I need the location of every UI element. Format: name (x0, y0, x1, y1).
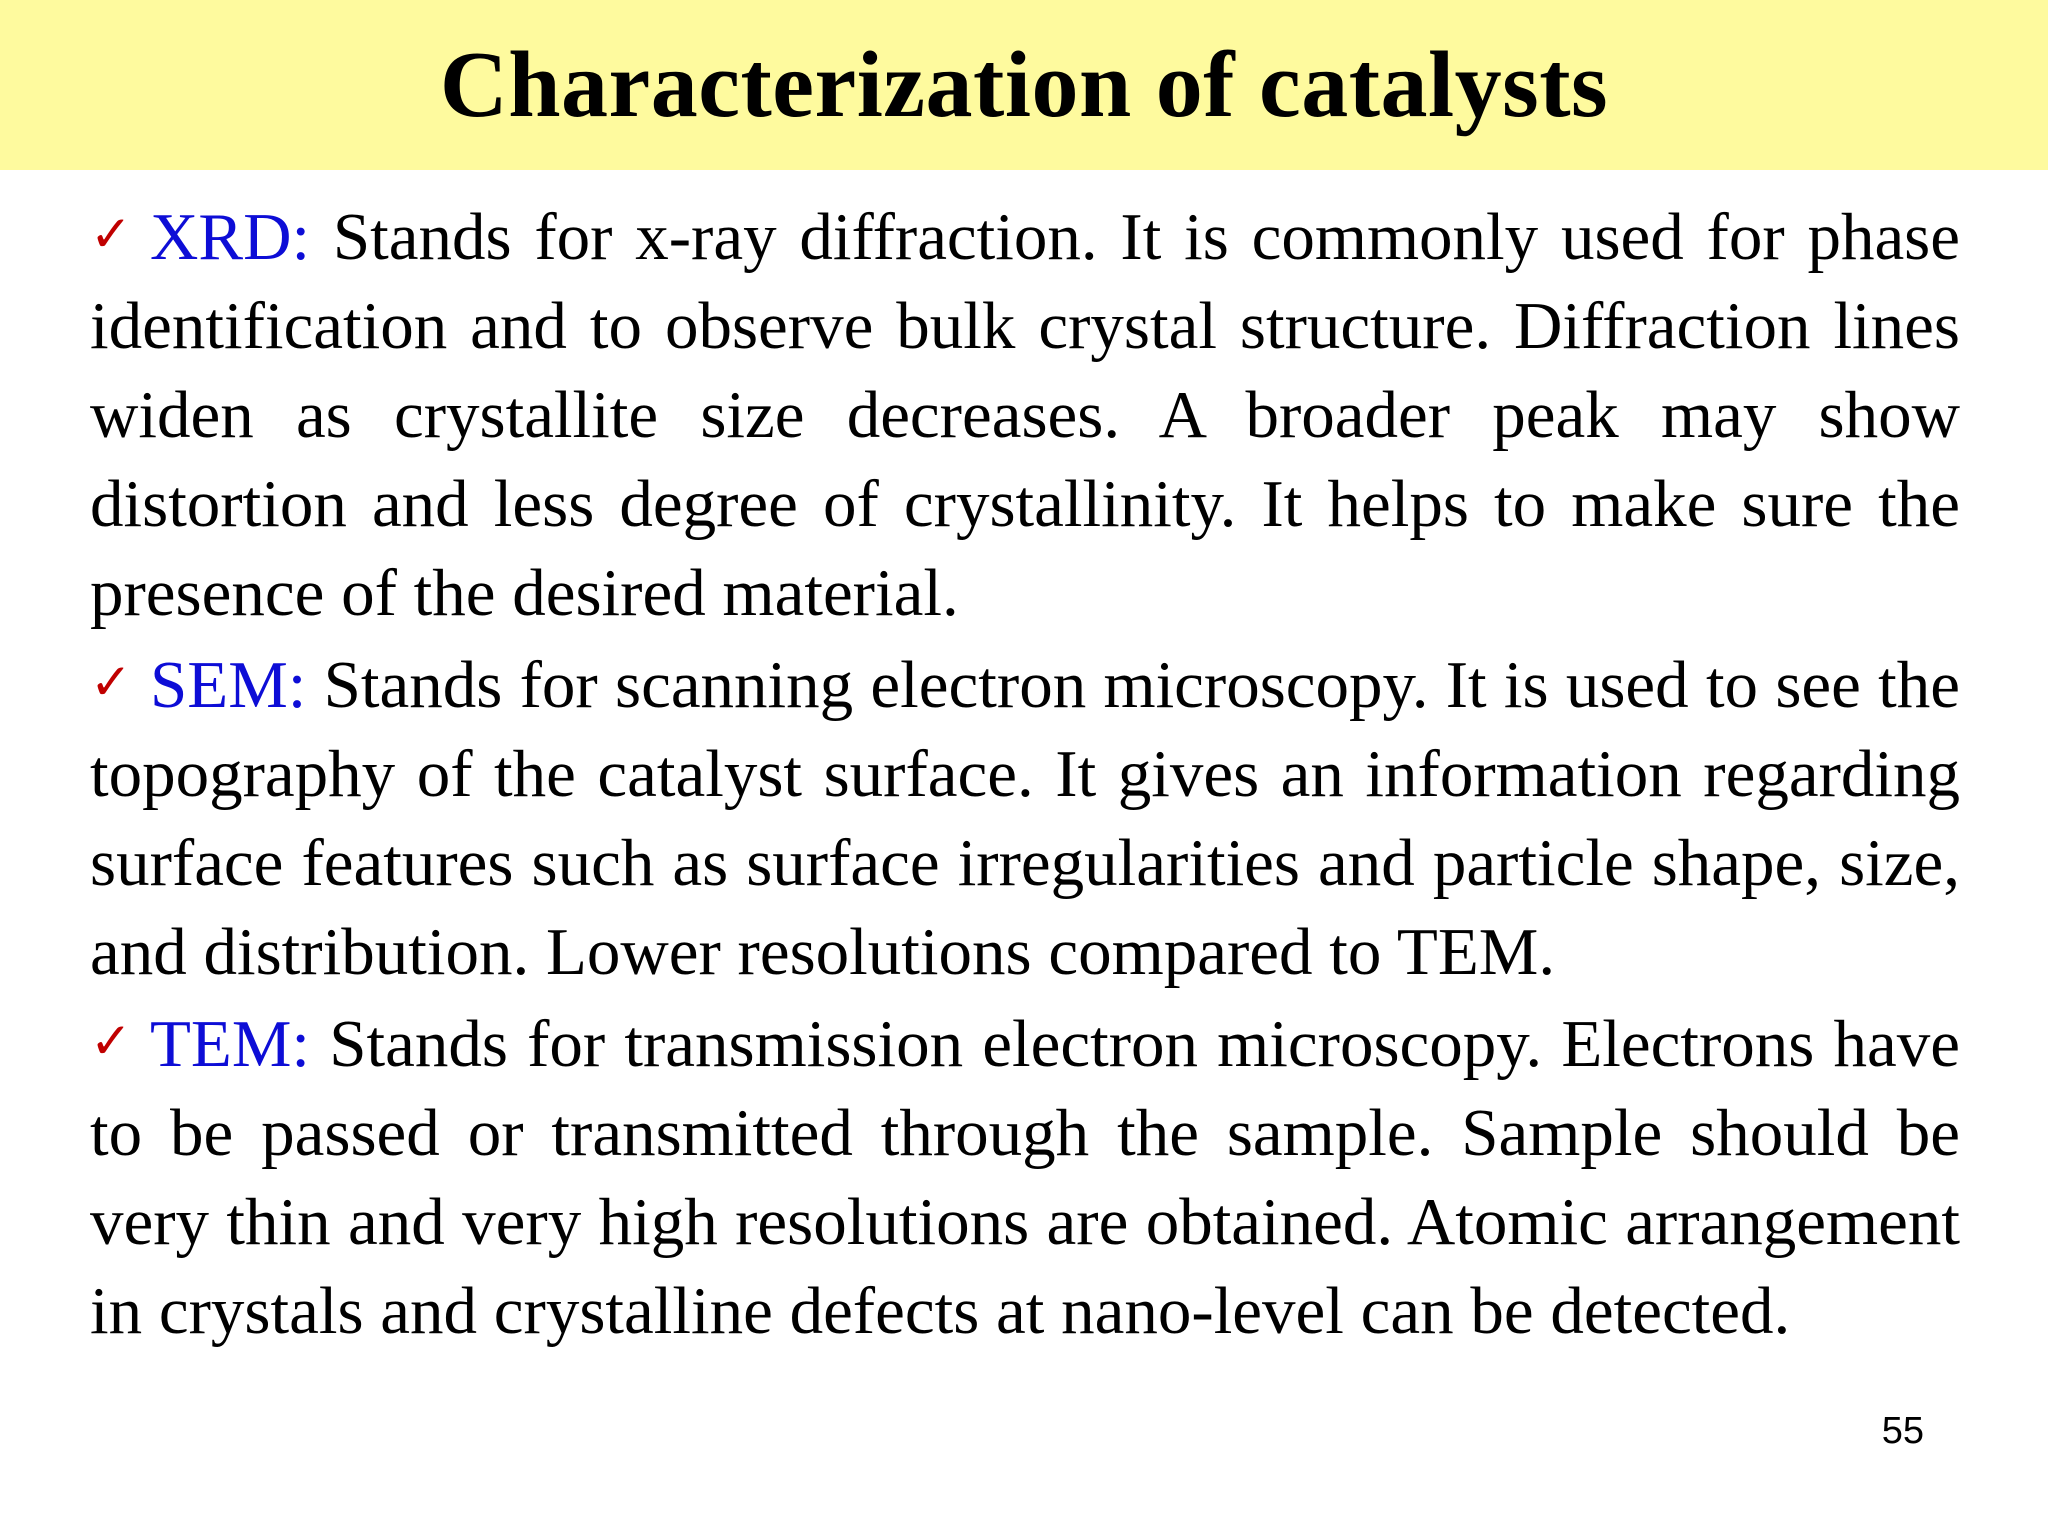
slide-title: Characterization of catalysts (439, 33, 1609, 137)
bullet-list (90, 190, 1960, 1356)
term-xrd: XRD: (150, 200, 311, 274)
check-mark-icon: ✓ (90, 205, 132, 263)
title-bar (0, 0, 2048, 170)
check-mark-icon: ✓ (90, 653, 132, 711)
bullet-item-tem (90, 997, 1960, 1356)
page-number: 55 (1881, 1410, 1924, 1452)
description-sem: Stands for scanning electron microscopy. It is used to see the topography of the catalyst surface. It gives an information regarding surface features such as surface irregularities and particle shape, size, and distribution. Lower resolutions compared to TEM. (90, 648, 1960, 989)
description-xrd: Stands for x-ray diffraction. It is commonly used for phase identification and to observe bulk crystal structure. Diffraction lines widen as crystallite size decreases. A broader peak may show distortion and less degree of crystallinity. It helps to make sure the presence of the desired material. (90, 200, 1960, 630)
check-mark-icon: ✓ (90, 1012, 132, 1070)
bullet-item-sem (90, 638, 1960, 997)
term-sem: SEM: (150, 648, 307, 722)
bullet-item-xrd (90, 190, 1960, 638)
term-tem: TEM: (150, 1007, 311, 1081)
description-tem: Stands for transmission electron microscopy. Electrons have to be passed or transmitted through the sample. Sample should be very thin and very high resolutions are obtained. Atomic arrangement in crystals and crystalline defects at nano-level can be detected. (90, 1007, 1960, 1348)
